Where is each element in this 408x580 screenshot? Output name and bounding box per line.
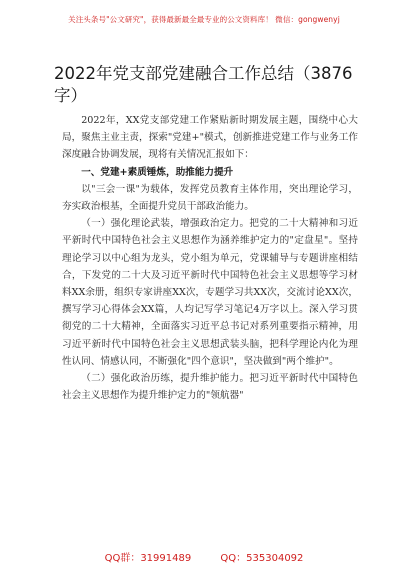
qq-number: QQ：535304092 <box>220 553 304 564</box>
document-body <box>62 112 358 404</box>
qq-group-number: QQ群：31991489 <box>104 553 192 564</box>
document-title: 2022年党支部党建融合工作总结（3876字） <box>54 64 353 105</box>
contact-footer <box>0 549 408 564</box>
promo-banner: 关注头条号"公文研究"，获得最新最全最专业的公文资料库！ 微信：gongwenyj <box>68 15 340 24</box>
body-paragraph: （二）强化政治历练，提升维护能力。把习近平新时代中国特色社会主义思想作为提升维护定力的"领航器" <box>62 373 358 402</box>
body-paragraph: （一）强化理论武装，增强政治定力。把党的二十大精神和习近平新时代中国特色社会主义思想作为涵养维护定力的"定盘星"。坚持理论学习以中心组为龙头，党小组为单元，党课辅导与专题讲座相结合，下发党的二十大及习近平新时代中国特色社会主义思想等学习材料XX余册，组织专家讲座XX次，专题学习共XX次，交流讨论XX次，撰写学习心得体会XX篇，人均记写学习笔记4万字以上。深入学习贯彻党的二十大精神，全面落实习近平总书记对系列重要指示精神，用习近平新时代中国特色社会主义思想武装头脑，把科学理论内化为理性认同、情感认同，不断强化"四个意识"，坚决做到"两个维护"。 <box>62 218 358 367</box>
body-paragraph: 以"三会一课"为载体，发挥党员教育主体作用，突出理论学习，夯实政治根基，全面提升党员干部政治能力。 <box>62 183 358 213</box>
intro-paragraph: 2022年，XX党支部党建工作紧贴新时期发展主题，围绕中心大局，聚焦主业主责，探索"党建+"模式，创新推进党建工作与业务工作深度融合协调发展，现将有关情况汇报如下： <box>62 115 358 161</box>
section-heading: 一、党建+素质锤炼，助推能力提升 <box>81 166 234 178</box>
